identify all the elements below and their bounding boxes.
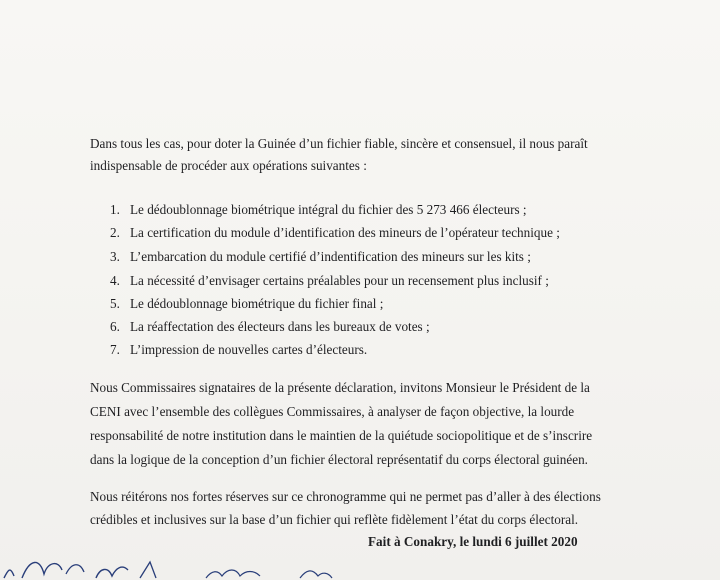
list-text: Le dédoublonnage biométrique intégral du fichier des 5 273 466 électeurs ; xyxy=(130,202,527,217)
invitation-line-1: Nous Commissaires signataires de la présente déclaration, invitons Monsieur le Président de la xyxy=(90,380,590,395)
reservations-line-1: Nous réitérons nos fortes réserves sur ce chronogramme qui ne permet pas d’aller à des élections xyxy=(90,489,601,504)
list-item xyxy=(110,317,430,337)
list-number: 6. xyxy=(110,319,120,334)
list-number: 5. xyxy=(110,296,120,311)
list-item xyxy=(110,271,549,291)
list-item xyxy=(110,294,383,314)
list-item xyxy=(110,247,531,267)
intro-line-1: Dans tous les cas, pour doter la Guinée d’un fichier fiable, sincère et consensuel, il nous paraît xyxy=(90,136,588,151)
list-number: 3. xyxy=(110,249,120,264)
invitation-line-4: dans la logique de la conception d’un fichier électoral représentatif du corps électoral guinéen. xyxy=(90,452,588,467)
intro-line-2: indispensable de procéder aux opérations suivantes : xyxy=(90,158,367,173)
list-text: L’impression de nouvelles cartes d’électeurs. xyxy=(130,342,368,357)
list-number: 1. xyxy=(110,202,120,217)
list-text: L’embarcation du module certifié d’indentification des mineurs sur les kits ; xyxy=(130,249,531,264)
list-number: 7. xyxy=(110,342,120,357)
reservations-line-2: crédibles et inclusives sur la base d’un fichier qui reflète fidèlement l’état du corps électoral. xyxy=(90,512,579,527)
list-text: Le dédoublonnage biométrique du fichier final ; xyxy=(130,296,384,311)
list-text: La nécessité d’envisager certains préalables pour un recensement plus inclusif ; xyxy=(130,273,549,288)
list-text: La réaffectation des électeurs dans les bureaux de votes ; xyxy=(130,319,430,334)
list-item xyxy=(110,223,560,243)
list-item xyxy=(110,340,367,360)
list-number: 2. xyxy=(110,225,120,240)
handwritten-signatures xyxy=(0,548,360,580)
signoff: Fait à Conakry, le lundi 6 juillet 2020 xyxy=(368,534,578,549)
invitation-line-2: CENI avec l’ensemble des collègues Commissaires, à analyser de façon objective, la lourde xyxy=(90,404,575,419)
list-number: 4. xyxy=(110,273,120,288)
invitation-line-3: responsabilité de notre institution dans le maintien de la quiétude sociopolitique et de s’inscrire xyxy=(90,428,593,443)
list-item xyxy=(110,200,527,220)
list-text: La certification du module d’identification des mineurs de l’opérateur technique ; xyxy=(130,225,560,240)
